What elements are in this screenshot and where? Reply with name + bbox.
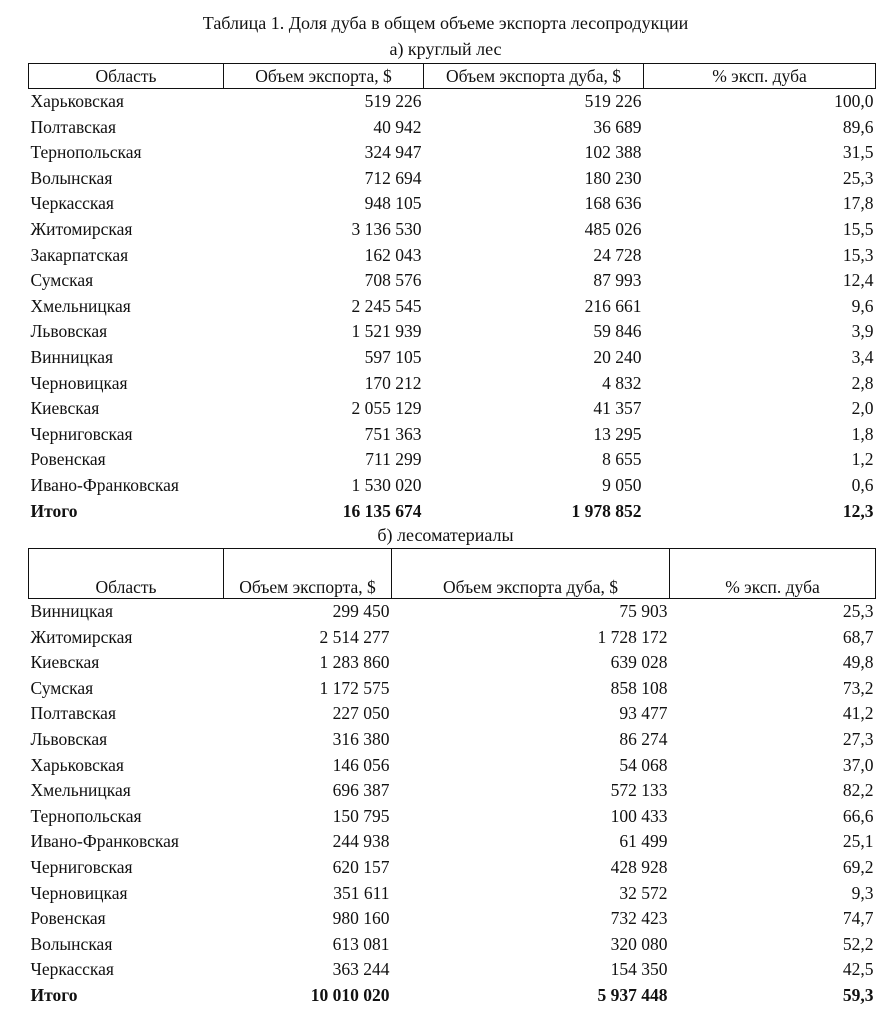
table-header-row bbox=[29, 549, 876, 599]
cell-region: Винницкая bbox=[30, 601, 114, 621]
cell-oak-export-volume: 93 477 bbox=[619, 703, 668, 724]
cell-oak-percent: 41,2 bbox=[842, 703, 874, 724]
cell-region: Сумская bbox=[30, 677, 94, 698]
cell-oak-export-volume: 36 689 bbox=[593, 116, 642, 137]
table-row bbox=[29, 727, 876, 753]
table-row bbox=[29, 217, 876, 243]
table-row bbox=[29, 140, 876, 166]
cell-export-volume: 363 244 bbox=[332, 959, 390, 980]
cell-region: Волынская bbox=[30, 933, 113, 954]
cell-export-volume: 244 938 bbox=[332, 831, 390, 852]
cell-region: Винницкая bbox=[30, 346, 114, 367]
cell-region: Харьковская bbox=[30, 754, 124, 775]
cell-region: Черкасская bbox=[30, 959, 114, 980]
cell-oak-export-volume: 9 050 bbox=[602, 474, 642, 495]
cell-oak-percent: 37,0 bbox=[842, 754, 874, 775]
cell-oak-export-volume: 75 903 bbox=[619, 601, 668, 621]
cell-region: Житомирская bbox=[30, 218, 133, 239]
cell-export-volume: 1 283 860 bbox=[319, 652, 390, 673]
cell-export-volume: 150 795 bbox=[332, 805, 390, 826]
cell-oak-export-volume: 20 240 bbox=[593, 346, 642, 367]
cell-oak-export-volume: 858 108 bbox=[610, 677, 668, 698]
table-row bbox=[29, 753, 876, 779]
cell-region: Тернопольская bbox=[30, 142, 142, 163]
table-row bbox=[29, 829, 876, 855]
cell-oak-percent: 1,2 bbox=[851, 449, 874, 470]
cell-export-volume: 751 363 bbox=[364, 423, 422, 444]
header-oak-export-volume: Объем экспорта дуба, $ bbox=[424, 64, 644, 89]
total-row bbox=[29, 499, 876, 525]
cell-oak-export-volume: 180 230 bbox=[584, 167, 642, 188]
cell-region: Черниговская bbox=[30, 856, 133, 877]
table-row bbox=[29, 89, 876, 115]
cell-oak-percent: 3,4 bbox=[851, 346, 874, 367]
cell-export-volume: 620 157 bbox=[332, 856, 390, 877]
cell-oak-export-volume: 572 133 bbox=[610, 780, 668, 801]
cell-oak-export-volume: 216 661 bbox=[584, 295, 642, 316]
cell-oak-percent: 31,5 bbox=[842, 142, 874, 163]
cell-oak-percent: 66,6 bbox=[842, 805, 874, 826]
table-title: Таблица 1. Доля дуба в общем объеме экспорта лесопродукции bbox=[202, 13, 689, 33]
cell-export-volume: 10 010 020 bbox=[310, 984, 390, 1005]
cell-oak-percent: 25,3 bbox=[842, 601, 874, 621]
cell-export-volume: 1 521 939 bbox=[351, 321, 422, 342]
table-row bbox=[29, 932, 876, 958]
cell-oak-percent: 68,7 bbox=[842, 626, 874, 647]
cell-export-volume: 613 081 bbox=[332, 933, 390, 954]
cell-region: Львовская bbox=[30, 728, 108, 749]
cell-export-volume: 708 576 bbox=[364, 270, 422, 291]
table-row bbox=[29, 778, 876, 804]
cell-oak-percent: 3,9 bbox=[851, 321, 874, 342]
table-row bbox=[29, 881, 876, 907]
cell-oak-export-volume: 732 423 bbox=[610, 908, 668, 929]
cell-region: Ивано-Франковская bbox=[30, 831, 179, 852]
table-row bbox=[29, 243, 876, 269]
cell-oak-percent: 9,3 bbox=[851, 882, 874, 903]
header-export-volume: Объем экспорта, $ bbox=[224, 64, 424, 89]
cell-oak-percent: 74,7 bbox=[842, 908, 874, 929]
cell-export-volume: 597 105 bbox=[364, 346, 422, 367]
table-row bbox=[29, 345, 876, 371]
table-b-subtitle: б) лесоматериалы bbox=[377, 525, 514, 545]
cell-region: Полтавская bbox=[30, 703, 117, 724]
cell-export-volume: 324 947 bbox=[364, 142, 422, 163]
cell-oak-export-volume: 61 499 bbox=[619, 831, 668, 852]
cell-oak-percent: 73,2 bbox=[842, 677, 874, 698]
cell-oak-export-volume: 41 357 bbox=[593, 398, 642, 419]
cell-export-volume: 980 160 bbox=[332, 908, 390, 929]
total-row bbox=[29, 983, 876, 1009]
cell-export-volume: 696 387 bbox=[332, 780, 390, 801]
table-row bbox=[29, 957, 876, 983]
cell-oak-percent: 15,3 bbox=[842, 244, 874, 265]
table-row bbox=[29, 804, 876, 830]
table-row bbox=[29, 319, 876, 345]
header-region: Область bbox=[29, 549, 224, 599]
table-row bbox=[29, 701, 876, 727]
cell-oak-percent: 25,1 bbox=[842, 831, 874, 852]
cell-oak-export-volume: 8 655 bbox=[602, 449, 642, 470]
table-row bbox=[29, 294, 876, 320]
header-oak-percent: % эксп. дуба bbox=[670, 549, 876, 599]
cell-export-volume: 711 299 bbox=[365, 449, 422, 470]
lumber-table bbox=[28, 548, 876, 1009]
table-row bbox=[29, 396, 876, 422]
cell-oak-percent: 9,6 bbox=[851, 295, 874, 316]
cell-region: Полтавская bbox=[30, 116, 117, 137]
cell-oak-export-volume: 102 388 bbox=[584, 142, 642, 163]
table-row bbox=[29, 422, 876, 448]
table-row bbox=[29, 473, 876, 499]
cell-oak-export-volume: 485 026 bbox=[584, 218, 642, 239]
cell-oak-export-volume: 13 295 bbox=[593, 423, 642, 444]
cell-export-volume: 3 136 530 bbox=[351, 218, 422, 239]
round-timber-table bbox=[28, 63, 876, 524]
cell-region: Львовская bbox=[30, 321, 108, 342]
cell-export-volume: 146 056 bbox=[332, 754, 390, 775]
cell-region: Черновицкая bbox=[30, 372, 128, 393]
table-row bbox=[29, 650, 876, 676]
cell-oak-export-volume: 154 350 bbox=[610, 959, 668, 980]
header-oak-export-volume: Объем экспорта дуба, $ bbox=[392, 549, 670, 599]
cell-region: Итого bbox=[30, 984, 78, 1005]
cell-region: Черниговская bbox=[30, 423, 133, 444]
table-row bbox=[29, 371, 876, 397]
cell-oak-percent: 15,5 bbox=[842, 218, 874, 239]
cell-oak-percent: 59,3 bbox=[842, 984, 874, 1005]
cell-region: Закарпатская bbox=[30, 244, 129, 265]
cell-oak-export-volume: 54 068 bbox=[619, 754, 668, 775]
table-row bbox=[29, 676, 876, 702]
header-export-volume: Объем экспорта, $ bbox=[224, 549, 392, 599]
cell-export-volume: 2 055 129 bbox=[351, 398, 422, 419]
cell-oak-export-volume: 32 572 bbox=[619, 882, 668, 903]
cell-export-volume: 40 942 bbox=[373, 116, 422, 137]
table-row bbox=[29, 115, 876, 141]
cell-region: Ровенская bbox=[30, 908, 106, 929]
cell-region: Киевская bbox=[30, 398, 100, 419]
cell-oak-export-volume: 168 636 bbox=[584, 193, 642, 214]
cell-oak-percent: 49,8 bbox=[842, 652, 874, 673]
cell-oak-percent: 89,6 bbox=[842, 116, 874, 137]
cell-oak-percent: 12,4 bbox=[842, 270, 874, 291]
cell-oak-percent: 17,8 bbox=[842, 193, 874, 214]
cell-region: Сумская bbox=[30, 270, 94, 291]
cell-oak-percent: 82,2 bbox=[842, 780, 874, 801]
cell-oak-export-volume: 87 993 bbox=[593, 270, 642, 291]
cell-region: Харьковская bbox=[30, 91, 124, 111]
table-row bbox=[29, 599, 876, 625]
cell-oak-percent: 1,8 bbox=[851, 423, 874, 444]
cell-export-volume: 16 135 674 bbox=[342, 500, 422, 521]
cell-oak-export-volume: 639 028 bbox=[610, 652, 668, 673]
cell-export-volume: 1 530 020 bbox=[351, 474, 422, 495]
cell-oak-export-volume: 4 832 bbox=[602, 372, 642, 393]
cell-oak-export-volume: 519 226 bbox=[584, 91, 642, 111]
cell-region: Волынская bbox=[30, 167, 113, 188]
cell-oak-export-volume: 428 928 bbox=[610, 856, 668, 877]
header-oak-percent: % эксп. дуба bbox=[644, 64, 876, 89]
table-row bbox=[29, 855, 876, 881]
cell-oak-percent: 2,8 bbox=[851, 372, 874, 393]
cell-export-volume: 519 226 bbox=[364, 91, 422, 111]
cell-oak-export-volume: 1 978 852 bbox=[571, 500, 642, 521]
cell-oak-percent: 0,6 bbox=[851, 474, 874, 495]
cell-oak-percent: 25,3 bbox=[842, 167, 874, 188]
cell-export-volume: 948 105 bbox=[364, 193, 422, 214]
table-row bbox=[29, 166, 876, 192]
cell-oak-percent: 52,2 bbox=[842, 933, 874, 954]
cell-export-volume: 712 694 bbox=[364, 167, 422, 188]
cell-region: Тернопольская bbox=[30, 805, 142, 826]
table-row bbox=[29, 191, 876, 217]
cell-export-volume: 227 050 bbox=[332, 703, 390, 724]
cell-oak-percent: 12,3 bbox=[842, 500, 874, 521]
cell-export-volume: 316 380 bbox=[332, 728, 390, 749]
cell-oak-export-volume: 24 728 bbox=[593, 244, 642, 265]
table-header-row bbox=[29, 64, 876, 89]
table-row bbox=[29, 447, 876, 473]
cell-export-volume: 2 245 545 bbox=[351, 295, 422, 316]
cell-region: Хмельницкая bbox=[30, 780, 131, 801]
cell-export-volume: 299 450 bbox=[332, 601, 390, 621]
cell-oak-export-volume: 320 080 bbox=[610, 933, 668, 954]
cell-oak-export-volume: 100 433 bbox=[610, 805, 668, 826]
table-a-subtitle: а) круглый лес bbox=[389, 39, 502, 59]
cell-region: Черновицкая bbox=[30, 882, 128, 903]
cell-oak-export-volume: 59 846 bbox=[593, 321, 642, 342]
cell-oak-percent: 2,0 bbox=[851, 398, 874, 419]
cell-export-volume: 170 212 bbox=[364, 372, 422, 393]
cell-oak-export-volume: 5 937 448 bbox=[597, 984, 668, 1005]
cell-region: Житомирская bbox=[30, 626, 133, 647]
cell-oak-percent: 27,3 bbox=[842, 728, 874, 749]
cell-region: Ивано-Франковская bbox=[30, 474, 179, 495]
cell-export-volume: 162 043 bbox=[364, 244, 422, 265]
cell-region: Итого bbox=[30, 500, 78, 521]
cell-export-volume: 1 172 575 bbox=[319, 677, 390, 698]
cell-oak-export-volume: 86 274 bbox=[619, 728, 668, 749]
cell-region: Ровенская bbox=[30, 449, 106, 470]
header-region: Область bbox=[29, 64, 224, 89]
cell-export-volume: 2 514 277 bbox=[319, 626, 390, 647]
cell-region: Киевская bbox=[30, 652, 100, 673]
cell-oak-percent: 42,5 bbox=[842, 959, 874, 980]
table-row bbox=[29, 906, 876, 932]
cell-region: Черкасская bbox=[30, 193, 114, 214]
cell-region: Хмельницкая bbox=[30, 295, 131, 316]
cell-oak-percent: 69,2 bbox=[842, 856, 874, 877]
table-row bbox=[29, 268, 876, 294]
table-row bbox=[29, 625, 876, 651]
cell-oak-percent: 100,0 bbox=[834, 91, 874, 111]
cell-export-volume: 351 611 bbox=[333, 882, 390, 903]
cell-oak-export-volume: 1 728 172 bbox=[597, 626, 668, 647]
